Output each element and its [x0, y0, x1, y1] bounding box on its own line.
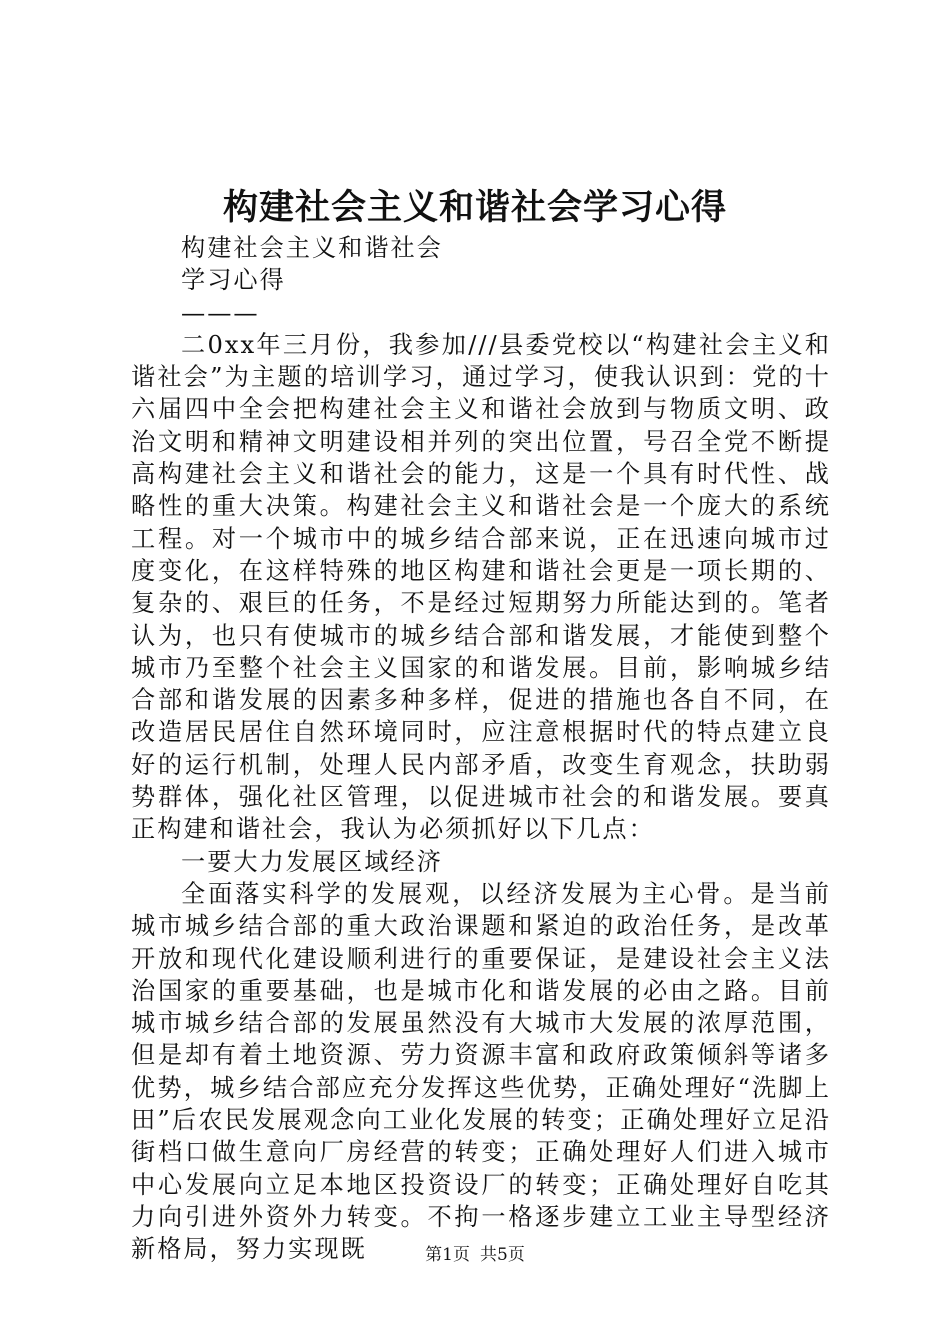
paragraph-section-1: 全面落实科学的发展观，以经济发展为主心骨。是当前城市城乡结合部的重大政治课题和紧迫的政治任务，是改革开放和现代化建设顺利进行的重要保证，是建设社会主义法治国家的重要基础，也是城市化和谐发展的必由之路。目前城市城乡结合部的发展虽然没有大城市大发展的浓厚范围，但是却有着土地资源、劳力资源丰富和政府政策倾斜等诸多优势，城乡结合部应充分发挥这些优势，正确处理好“洗脚上田”后农民发展观念向工业化发展的转变；正确处理好立足沿街档口做生意向厂房经营的转变；正确处理好人们进入城市中心发展向立足本地区投资设厂的转变；正确处理好自吃其力向引进外资外力转变。不拘一格逐步建立工业主导型经济新格局，努力实现既 [131, 879, 831, 1264]
document-title: 构建社会主义和谐社会学习心得 [222, 188, 727, 228]
page-number-current: 第1页 [425, 1245, 470, 1265]
section-heading-1: 一要大力发展区域经济 [181, 847, 443, 876]
document-body [131, 232, 831, 1266]
paragraph-intro: 二0xx年三月份，我参加///县委党校以“构建社会主义和谐社会”为主题的培训学习，通过学习，使我认识到：党的十六届四中全会把构建社会主义和谐社会放到与物质文明、政治文明和精神文明建设相并列的突出位置，号召全党不断提高构建社会主义和谐社会的能力，这是一个具有时代性、战略性的重大决策。构建社会主义和谐社会是一个庞大的系统工程。对一个城市中的城乡结合部来说，正在迅速向城市过度变化，在这样特殊的地区构建和谐社会更是一项长期的、复杂的、艰巨的任务，不是经过短期努力所能达到的。笔者认为，也只有使城市的城乡结合部和谐发展，才能使到整个城市乃至整个社会主义国家的和谐发展。目前，影响城乡结合部和谐发展的因素多种多样，促进的措施也各自不同，在改造居民居住自然环境同时，应注意根据时代的特点建立良好的运行机制，处理人民内部矛盾，改变生育观念，扶助弱势群体，强化社区管理，以促进城市社会的和谐发展。要真正构建和谐社会，我认为必须抓好以下几点： [131, 330, 831, 844]
page-footer [0, 1243, 950, 1267]
page-number-total: 共5页 [480, 1245, 525, 1265]
separator-line: ——— [181, 298, 260, 327]
subtitle-line-1: 构建社会主义和谐社会 [181, 234, 443, 262]
subtitle-line-2: 学习心得 [181, 266, 286, 295]
